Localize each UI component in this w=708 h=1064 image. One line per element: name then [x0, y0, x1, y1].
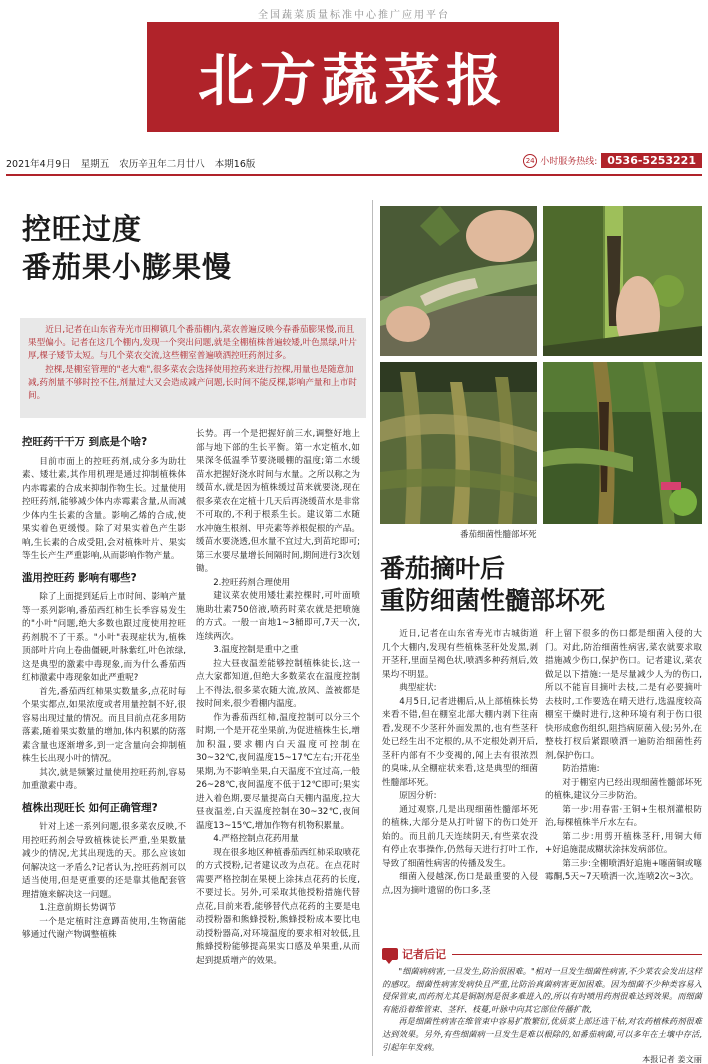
- section-subhead: 控旺药干干万 到底是个啥?: [22, 436, 148, 448]
- body-paragraph: 其次,就是频繁过量使用控旺药剂,容易加重激素中毒。: [22, 767, 186, 791]
- body-paragraph: 首先,番茄西红柿果实数量多,点花时每个果实都点,如果浓度或者用量控制不好,很容易出现过量的情况。而且目前点花多用防落素,随着果实数量的增加,体内积累的防落素含量也逐渐增多,到一定含量向会抑制植株生长出现小叶的情况。: [22, 686, 186, 764]
- afterword-rule: [452, 954, 702, 955]
- body-paragraph: 长势。再一个是把握好前三水,调整好地上部与地下部的生长平衡。第一水定植水,如果深冬低温季节要浇暖棚的温度;第二水缓苗水把握好浇水时间与水量。之所以称之为缓苗水,就是因为植株缓过苗来就要浇,现在很多菜农在定植十几天后再浇缓苗水是非常不可取的,不利于根系生长。建议第二水随水冲施生根剂、甲壳素等养根促根的产品。缓苗水要浇透,但水量不宜过大,到苗坨即可;第三水要尽量增长间隔时间,期间进行3次划锄。: [196, 429, 360, 574]
- article1-headline: [22, 210, 232, 286]
- top-slogan: 全国蔬菜质量标准中心推广应用平台: [258, 10, 450, 21]
- article1-title-line2: 番茄果小膨果慢: [22, 250, 233, 284]
- article2-title-line1: 番茄摘叶后: [380, 554, 506, 583]
- photo-hand-holding-stem: [380, 206, 537, 356]
- lead-paragraph: 控棵,是棚室管理的"老大难",很多菜农会选择使用控药来进行控棵,用量也是随意加减,药剂量不够时控不住,剂量过大又会造成减产问题,长时间不能反棵,影响产量和上市时间。: [28, 365, 357, 401]
- article1-lead: [20, 318, 366, 418]
- header-divider: [6, 174, 702, 176]
- body-paragraph: 建议菜农使用矮壮素控棵时,可叶面喷施助壮素750倍液,喷药时菜农就是把喷施的方式。一般一亩地1~3桶即可,7天一次,连续两次。: [196, 591, 360, 642]
- body-paragraph: 第一步:用春雷·王铜+生根剂灌根防治,每棵植株半斤水左右。: [545, 804, 702, 828]
- body-paragraph: 秆上留下很多的伤口都是细菌入侵的大门。对此,防治细菌性病害,菜农就要求取措施减少伤口,保护伤口。记者建议,菜农做足以下措施:一是尽量减少人为的伤口,所以不能盲目摘叶去枝,二是有必要摘叶去枝时,工作要选在晴天进行,选温度较高棚室干燥时进行,这种环境有利于伤口很快形成愈伤组织,阻挡病原菌入侵;另外,在整枝打杈后紧跟喷洒一遍防治细菌性药剂,保护伤口。: [545, 629, 702, 761]
- body-paragraph: 4月5日,记者进棚后,从上部植株长势来看不错,但在棚室北部大棚内剥下往南看,发现不少茎秆外面发黑的,也有些茎秆处已经生出不定根的,从不定根处剥开后,茎秆内部有不少变褐的,闻上去有很浓烈的臭味,从全棚症状来看,这是典型的细菌性髓部坏死。: [382, 696, 538, 788]
- section-subhead: 植株出现旺长 如何正确管理?: [22, 801, 158, 814]
- hotline: [523, 153, 702, 168]
- afterword-paragraph: "细菌病病害,一旦发生,防治很困难。"相对一旦发生细菌性病害,不少菜农会发出这样的感叹。细菌性病害发病快且严重,比防治真菌病害更加困难。因为细菌不少种类容易入侵保管束,而药剂尤其是铜制剂是很多难进入的,所以有时喷用药剂很难达到效果。而细菌有能沿着维管束、茎秆、枝蔓,叶脉中向其它部位传播扩散,: [382, 966, 702, 1014]
- photo-caption: 番茄细菌性髓部坏死: [460, 530, 537, 540]
- body-paragraph: 典型症状:: [399, 683, 437, 693]
- body-paragraph: 拉大昼夜温差能够控制植株徒长,这一点大家都知道,但绝大多数菜农在温度控制上不得法,很多菜农随大流,放风、盖被都是按时间来,很少看棚内温度。: [196, 658, 360, 709]
- article1-column-2: [196, 428, 360, 1056]
- body-paragraph: 1.注意前期长势调节: [39, 903, 117, 913]
- masthead-title: 北方蔬菜报: [198, 49, 508, 114]
- hotline-number: 0536-5253221: [601, 153, 702, 168]
- speech-bubble-icon: [382, 948, 398, 960]
- masthead: [147, 22, 559, 132]
- photo-wilted-plants: [380, 362, 537, 524]
- section-subhead: 滥用控旺药 影响有哪些?: [22, 571, 137, 584]
- afterword-header: [382, 946, 702, 962]
- column-divider: [372, 200, 373, 1056]
- issue-date: 2021年4月9日: [6, 159, 71, 170]
- body-paragraph: 2.控旺药剂合理使用: [213, 577, 291, 588]
- afterword-body: [382, 965, 702, 1064]
- afterword-paragraph: 再是细菌性病害在维管束中容易扩散繁衍,优质菜上部还选干枯,对农药植株药剂很难达到效果。另外,有些细菌病一旦发生是难以根除的,如番茄病菌,可以多年在土壤中存活,引起年年发病。: [382, 1016, 702, 1052]
- body-paragraph: 细菌入侵越深,伤口是最重要的入侵点,因为摘叶遗留的伤口多,茎: [382, 872, 538, 896]
- body-paragraph: 3.温度控制是重中之重: [213, 645, 299, 655]
- clock-24h-icon: 24: [523, 154, 537, 168]
- photo-grid: [380, 206, 702, 524]
- body-paragraph: 原因分析:: [399, 791, 437, 801]
- article2-title-line2: 重防细菌性髓部坏死: [380, 586, 606, 615]
- body-paragraph: 除了上面提到延后上市时间、影响产量等一系列影响,番茄西红柿生长季容易发生的"小叶"问题,绝大多数也跟过度使用控旺药剂脱不了干系。"小叶"表现症状为,植株顶部叶片向上卷曲僵硬,叶脉紫红,叶色浓绿,这是典型的激素中毒现象,而为什么番茄西红柿激素中毒现象如此严重呢?: [22, 592, 186, 683]
- body-paragraph: 通过观察,几是出现细菌性髓部坏死的植株,大部分是从打叶留下的伤口处开始的。而且前几天连续阴天,有些菜农没有停止农事操作,仍然每天进行打叶工作,导致了细菌性病害的传播及发生。: [382, 804, 538, 869]
- reporter-afterword: [382, 946, 702, 1064]
- body-paragraph: 针对上述一系列问题,很多菜农反映,不用控旺药剂会导致植株徒长严重,坐果数量减少的情况,尤其出现选的天。那么应该如何解决这一矛盾么?记者认为,控旺药剂可以适当使用,但是更重要的还是靠其他配套管理措施来解决这一问题。: [22, 822, 186, 900]
- afterword-title: 记者后记: [402, 948, 446, 961]
- article1-column-1: [22, 428, 186, 1056]
- photo-diseased-stem: [543, 362, 702, 524]
- body-paragraph: 第二步:用剪开植株茎秆,用铜大师+好追施混成糊状涂抹发病部位。: [545, 831, 702, 855]
- photo-cut-stem: [543, 206, 702, 356]
- issue-pages: 本期16版: [214, 159, 256, 170]
- issue-lunar-date: 农历辛丑年二月廿八: [119, 159, 205, 170]
- body-paragraph: 现在很多地区种植番茄西红柿采取喷花的方式授粉,记者建议改为点花。在点花时需要严格控制在果梗上涂抹点花药的长度,不要过长。另外,可采取其他授粉措施代替点花,目前来看,能够替代点花药的主要是电动授粉器和熊蜂授粉,熊蜂授粉成本要比电动授粉器高,对环境温度的要求相对较低,且熊蜂授粉能够提高果实口感及单果重,从而起到提质增产的效果。: [196, 847, 360, 966]
- dateline: [6, 155, 702, 171]
- reporter-byline: 本报记者 姜文丽: [642, 1054, 702, 1064]
- issue-weekday: 星期五: [80, 159, 110, 170]
- lead-paragraph: 近日,记者在山东省寿光市田柳镇几个番茄棚内,菜农普遍反映今春番茄膨果慢,而且果型偏小。记者在这几个棚内,发现一个突出问题,就是全棚植株普遍较矮,叶色黑绿,叶片厚,棵子矮节太短。与几个菜农交流,这些棚室普遍喷洒控旺药剂过多。: [28, 325, 357, 361]
- hotline-label: 小时服务热线:: [540, 157, 598, 167]
- body-paragraph: 防治措施:: [562, 764, 600, 774]
- article1-title-line1: 控旺过度: [22, 212, 143, 246]
- article2-column-2: [545, 628, 702, 940]
- body-paragraph: 一个是定植时注意蹲苗使用,生物菌能够通过代谢产物调整植株: [22, 916, 186, 940]
- body-paragraph: 作为番茄西红柿,温度控制可以分三个时期,一个是开花坐果前,为促进植株生长,增加积温,要求棚内白天温度可控制在30~32℃,夜间温度15~17℃左右;开花坐果期,为不影响坐果,白天温度不宜过高,一般26~28℃,夜间温度不低于12℃即可;果实进入着色期,要尽量提高白天棚内温度,拉大昼夜温差,白天温度控制在30~32℃,夜间温度13~15℃,增加作物有机物积累量。: [196, 712, 360, 831]
- article2-headline: [380, 553, 605, 617]
- article2-column-1: [382, 628, 538, 940]
- body-paragraph: 近日,记者在山东省寿光市古城街道几个大棚内,发现有些植株茎秆处发黑,剥开茎秆,里面呈褐色状,喷洒多种药剂后,效果均不明显。: [382, 629, 538, 680]
- body-paragraph: 4.严格控制点花药用量: [213, 834, 299, 844]
- body-paragraph: 第三步:全棚喷洒好追施+噻菌铜或噻霉酮,5天~7天喷洒一次,连喷2次~3次。: [545, 858, 702, 882]
- body-paragraph: 目前市面上的控旺药剂,成分多为助壮素、矮壮素,其作用机理是通过抑制植株体内赤霉素的合成来抑制作物生长。过量使用控旺药剂,能够减少体内赤霉素含量,从而减少体内生长素的含量。影响乙烯的合成,使果实着色更缓慢。除了对果实着色产生影响,生长素的合成受阻,会对植株叶片、果实等生长产生严重影响,从而影响作物产量。: [22, 456, 186, 561]
- body-paragraph: 对于棚室内已经出现细菌性髓部坏死的植株,建议分三步防治。: [545, 777, 702, 801]
